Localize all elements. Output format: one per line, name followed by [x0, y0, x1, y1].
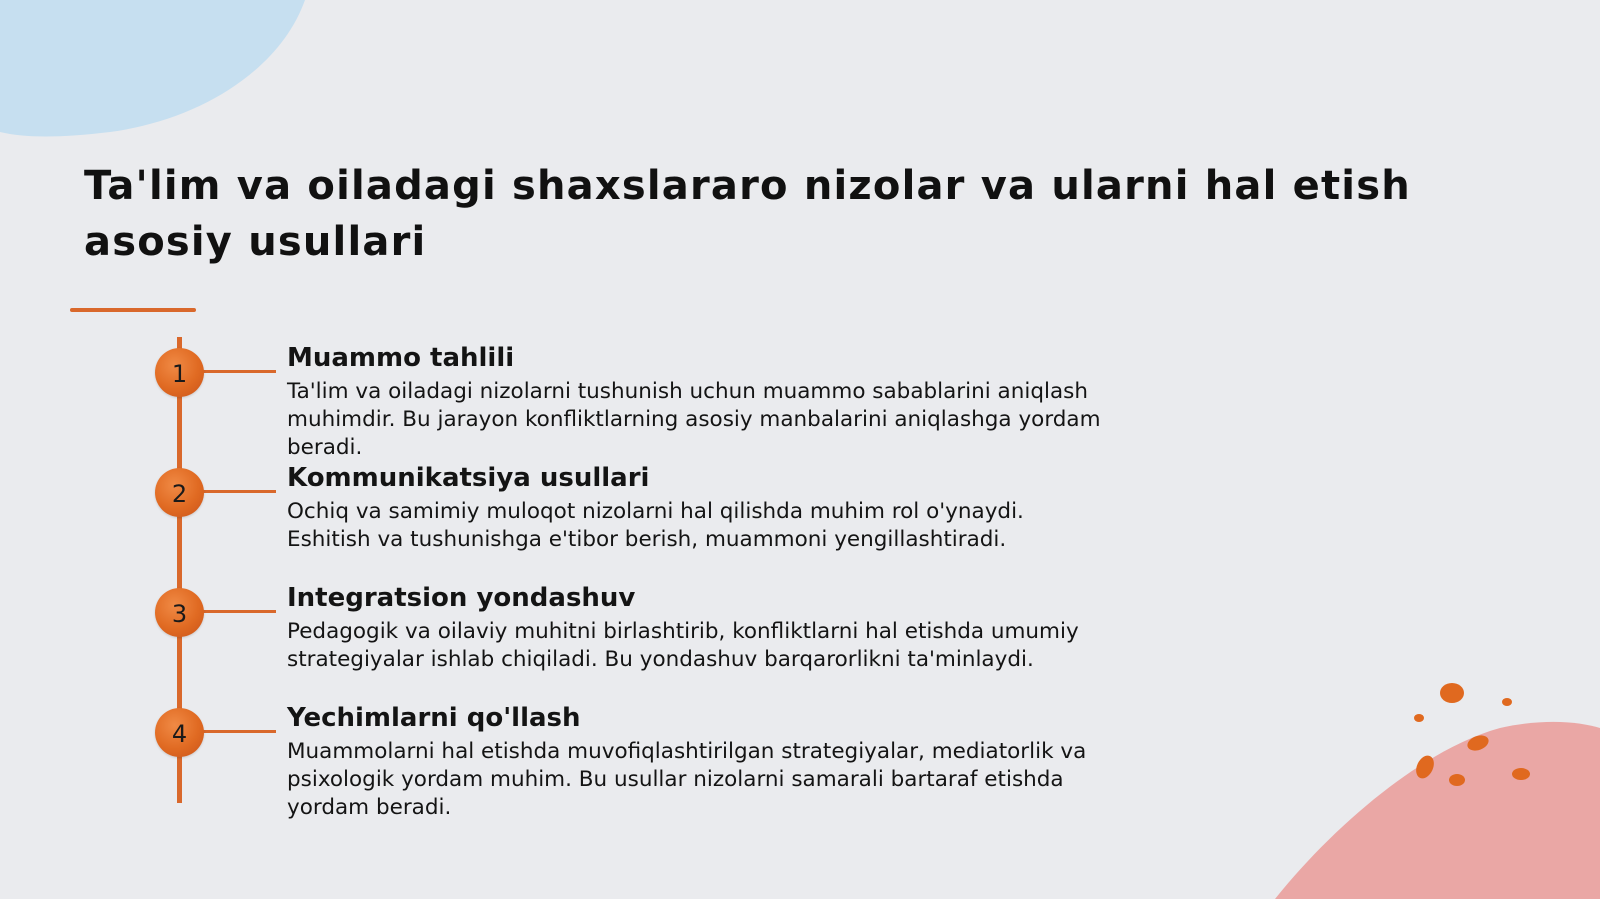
step-title: Kommunikatsiya usullari [287, 463, 650, 493]
step-number-badge: 2 [155, 468, 204, 517]
step-title: Yechimlarni qo'llash [287, 703, 581, 733]
step-description: Muammolarni hal etishda muvofiqlashtirilgan strategiyalar, mediatorlik va psixologik yordam muhim. Bu usullar nizolarni samarali bartaraf etishda yordam beradi. [287, 739, 1087, 820]
step-description: Pedagogik va oilaviy muhitni birlashtirib, konfliktlarni hal etishda umumiy strategiyalar ishlab chiqiladi. Bu yondashuv barqarorlikni ta'minlaydi. [287, 619, 1079, 672]
step-number-badge: 3 [155, 588, 204, 637]
confetti-dot [1414, 714, 1424, 722]
top-left-blue-blob [0, 0, 305, 137]
step-number-badge: 4 [155, 708, 204, 757]
slide-title: Ta'lim va oiladagi shaxslararo nizolar va ularni hal etish asosiy usullari [84, 163, 1411, 265]
confetti-dot [1440, 683, 1464, 703]
step-title: Integratsion yondashuv [287, 583, 636, 613]
title-underline [70, 308, 196, 312]
confetti-dot [1449, 774, 1465, 786]
step-number-badge: 1 [155, 348, 204, 397]
confetti-dot [1502, 698, 1512, 706]
confetti-dot [1512, 768, 1530, 780]
step-description: Ochiq va samimiy muloqot nizolarni hal qilishda muhim rol o'ynaydi. Eshitish va tushunishga e'tibor berish, muammoni yengillashtiradi. [287, 499, 1024, 552]
bottom-right-pink-blob [1275, 722, 1600, 899]
step-title: Muammo tahlili [287, 343, 515, 373]
step-description: Ta'lim va oiladagi nizolarni tushunish uchun muammo sabablarini aniqlash muhimdir. Bu jarayon konfliktlarning asosiy manbalarini aniqlashga yordam beradi. [287, 379, 1101, 460]
